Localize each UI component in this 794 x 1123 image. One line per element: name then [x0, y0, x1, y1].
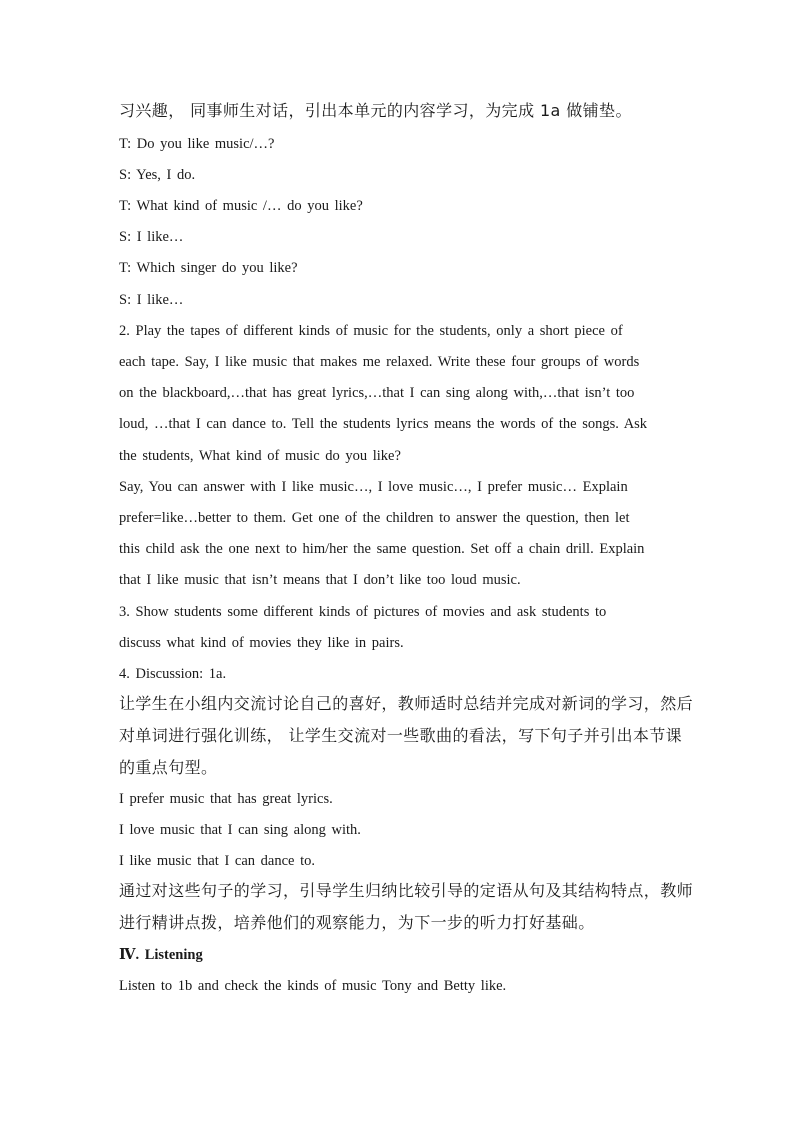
text-line: S: Yes, I do.	[119, 167, 196, 183]
text-line: the students, What kind of music do you like?	[119, 448, 401, 464]
text-line: 进行精讲点拨，培养他们的观察能力，为下一步的听力打好基础。	[119, 913, 595, 932]
text-line: S: I like…	[119, 229, 184, 245]
text-line: 通过对这些句子的学习，引导学生归纳比较引导的定语从句及其结构特点，教师	[119, 881, 694, 900]
text-line: 3. Show students some different kinds of pictures of movies and ask students to	[119, 604, 607, 620]
text-line: I prefer music that has great lyrics.	[119, 791, 333, 807]
text-line: 让学生在小组内交流讨论自己的喜好，教师适时总结并完成对新词的学习，然后	[119, 694, 694, 713]
text-line: T: What kind of music /… do you like?	[119, 198, 363, 214]
text-line: 4. Discussion: 1a.	[119, 666, 227, 682]
text-line: Say, You can answer with I like music…, I love music…, I prefer music… Explain	[119, 479, 628, 495]
text-line: 2. Play the tapes of different kinds of music for the students, only a short piece of	[119, 323, 623, 339]
text-line: loud, …that I can dance to. Tell the students lyrics means the words of the songs. Ask	[119, 416, 648, 432]
text-line: 对单词进行强化训练， 让学生交流对一些歌曲的看法，写下句子并引出本节课	[119, 726, 683, 745]
text-line: I like music that I can dance to.	[119, 853, 315, 869]
text-line: on the blackboard,…that has great lyrics,…that I can sing along with,…that isn’t too	[119, 385, 635, 401]
text-line: 的重点句型。	[119, 758, 218, 777]
text-line: each tape. Say, I like music that makes me relaxed. Write these four groups of words	[119, 354, 640, 370]
text-line: prefer=like…better to them. Get one of the children to answer the question, then let	[119, 510, 630, 526]
text-line: that I like music that isn’t means that I don’t like too loud music.	[119, 572, 521, 588]
section-heading: Ⅳ. Listening	[119, 947, 203, 963]
text-line: 习兴趣， 同事师生对话，引出本单元的内容学习，为完成 1a 做铺垫。	[119, 101, 632, 120]
text-line: I love music that I can sing along with.	[119, 822, 361, 838]
text-line: S: I like…	[119, 292, 184, 308]
text-line: Listen to 1b and check the kinds of music Tony and Betty like.	[119, 978, 507, 994]
text-line: this child ask the one next to him/her the same question. Set off a chain drill. Explain	[119, 541, 645, 557]
text-line: discuss what kind of movies they like in pairs.	[119, 635, 404, 651]
text-line: T: Do you like music/…?	[119, 136, 275, 152]
text-line: T: Which singer do you like?	[119, 260, 298, 276]
